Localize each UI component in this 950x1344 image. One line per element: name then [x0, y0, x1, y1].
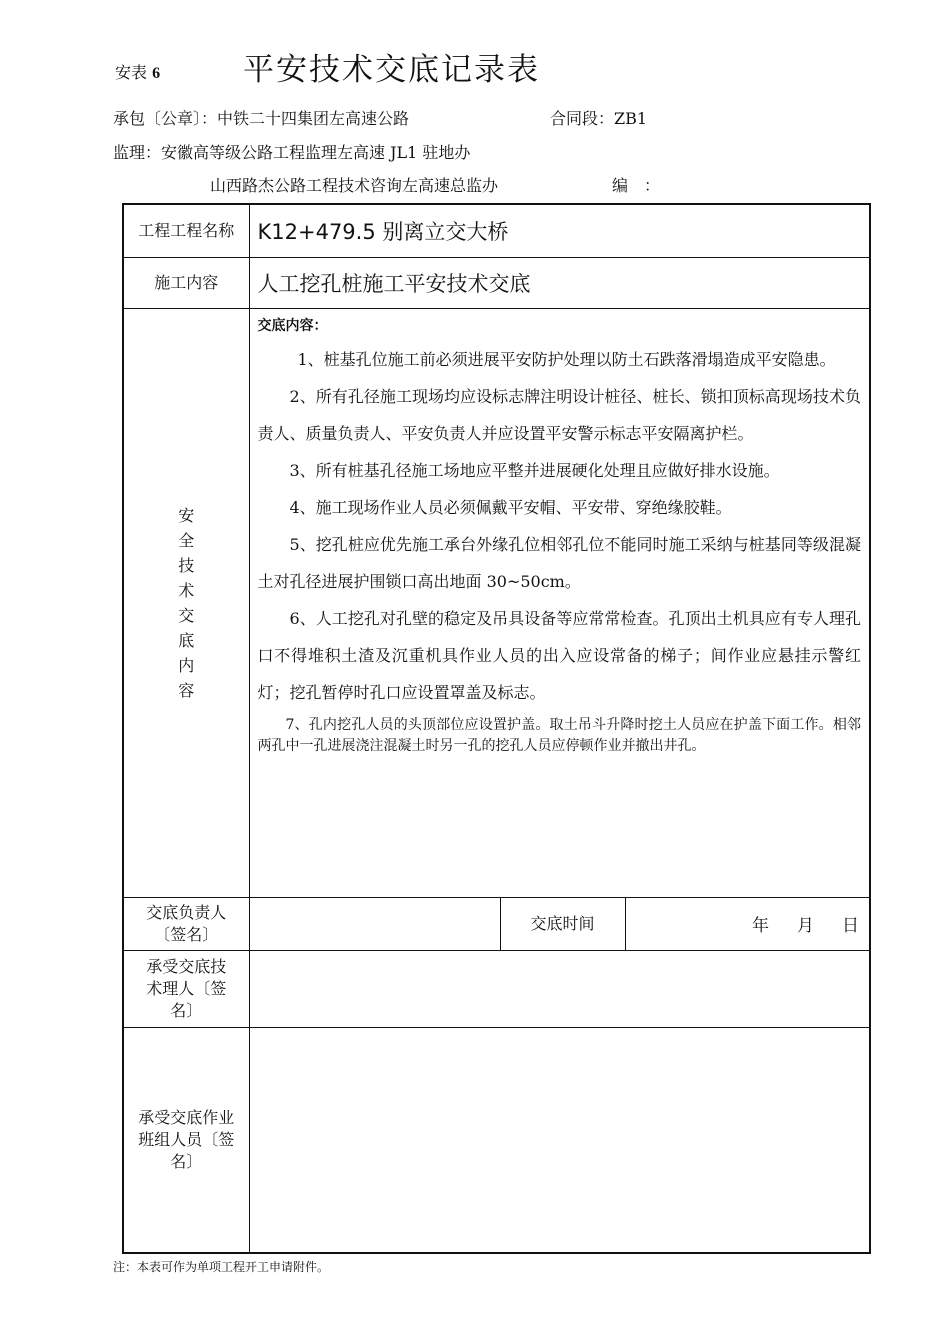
- work-content-label: 施工内容: [123, 257, 249, 308]
- work-content-value: 人工挖孔桩施工平安技术交底: [249, 257, 870, 308]
- briefing-head: 交底内容：: [257, 317, 328, 334]
- responsible-label: 交底负责人〔签名〕: [123, 897, 249, 950]
- briefing-time-label: 交底时间: [500, 897, 625, 950]
- briefing-label: 安全技术交底内容: [123, 308, 249, 897]
- contract-section: 合同段：ZB1: [550, 109, 648, 128]
- page-title: 平安技术交底记录表: [243, 52, 540, 88]
- project-name-label: 工程工程名称: [123, 204, 249, 257]
- briefing-item-5: 5、挖孔桩应优先施工承台外缘孔位相邻孔位不能同时施工采纳与桩基同等级混凝土对孔径进展护围锁口高出地面 30~50cm。: [257, 534, 861, 591]
- form-code: [115, 60, 160, 83]
- project-name-value: K12+479.5 别离立交大桥: [249, 204, 870, 257]
- form-code-number: 6: [152, 65, 161, 82]
- receiver-tech-signature-field[interactable]: [249, 950, 870, 1027]
- briefing-item-6: 6、人工挖孔对孔壁的稳定及吊具设备等应常常检查。孔顶出土机具应有专人理孔口不得堆积土渣及沉重机具作业人员的出入应设常备的梯子；间作业应悬挂示警红灯；挖孔暂停时孔口应设置罩盖及标志。: [257, 608, 861, 702]
- date-month: 月: [797, 916, 814, 936]
- responsible-signature-field[interactable]: [249, 897, 500, 950]
- briefing-item-7: 7、孔内挖孔人员的头顶部位应设置护盖。取土吊斗升降时挖土人员应在护盖下面工作。相邻两孔中一孔进展浇注混凝土时另一孔的挖孔人员应停顿作业并撤出井孔。: [257, 716, 861, 754]
- briefing-item-1: 1、桩基孔位施工前必须进展平安防护处理以防土石跌落滑塌造成平安隐患。: [297, 349, 836, 369]
- date-year: 年: [752, 916, 769, 936]
- receiver-crew-label: 承受交底作业班组人员〔签名〕: [123, 1027, 249, 1253]
- footnote: 注：本表可作为单项工程开工申请附件。: [113, 1260, 330, 1274]
- briefing-item-4: 4、施工现场作业人员必须佩戴平安帽、平安带、穿绝缘胶鞋。: [289, 497, 732, 517]
- form-code-prefix: 安表: [115, 63, 148, 82]
- receiver-tech-label: 承受交底技术理人〔签名〕: [123, 950, 249, 1027]
- briefing-item-3: 3、所有桩基孔径施工场地应平整并进展硬化处理且应做好排水设施。: [289, 460, 780, 480]
- briefing-content: [249, 308, 870, 897]
- receiver-crew-signature-field[interactable]: [249, 1027, 870, 1253]
- compiler-field: 编 ：: [612, 176, 661, 195]
- date-day: 日: [842, 916, 859, 936]
- briefing-item-2: 2、所有孔径施工现场均应设标志牌注明设计桩径、桩长、锁扣顶标高现场技术负责人、质量负责人、平安负责人并应设置平安警示标志平安隔离护栏。: [257, 386, 861, 443]
- briefing-record-table: [122, 203, 871, 1254]
- supervisor-line: 监理：安徽高等级公路工程监理左高速 JL1 驻地办: [113, 143, 471, 162]
- contractor-line: 承包〔公章〕：中铁二十四集团左高速公路: [113, 109, 410, 128]
- chief-office-line: 山西路杰公路工程技术咨询左高速总监办: [210, 176, 499, 195]
- briefing-date-field[interactable]: [625, 897, 870, 950]
